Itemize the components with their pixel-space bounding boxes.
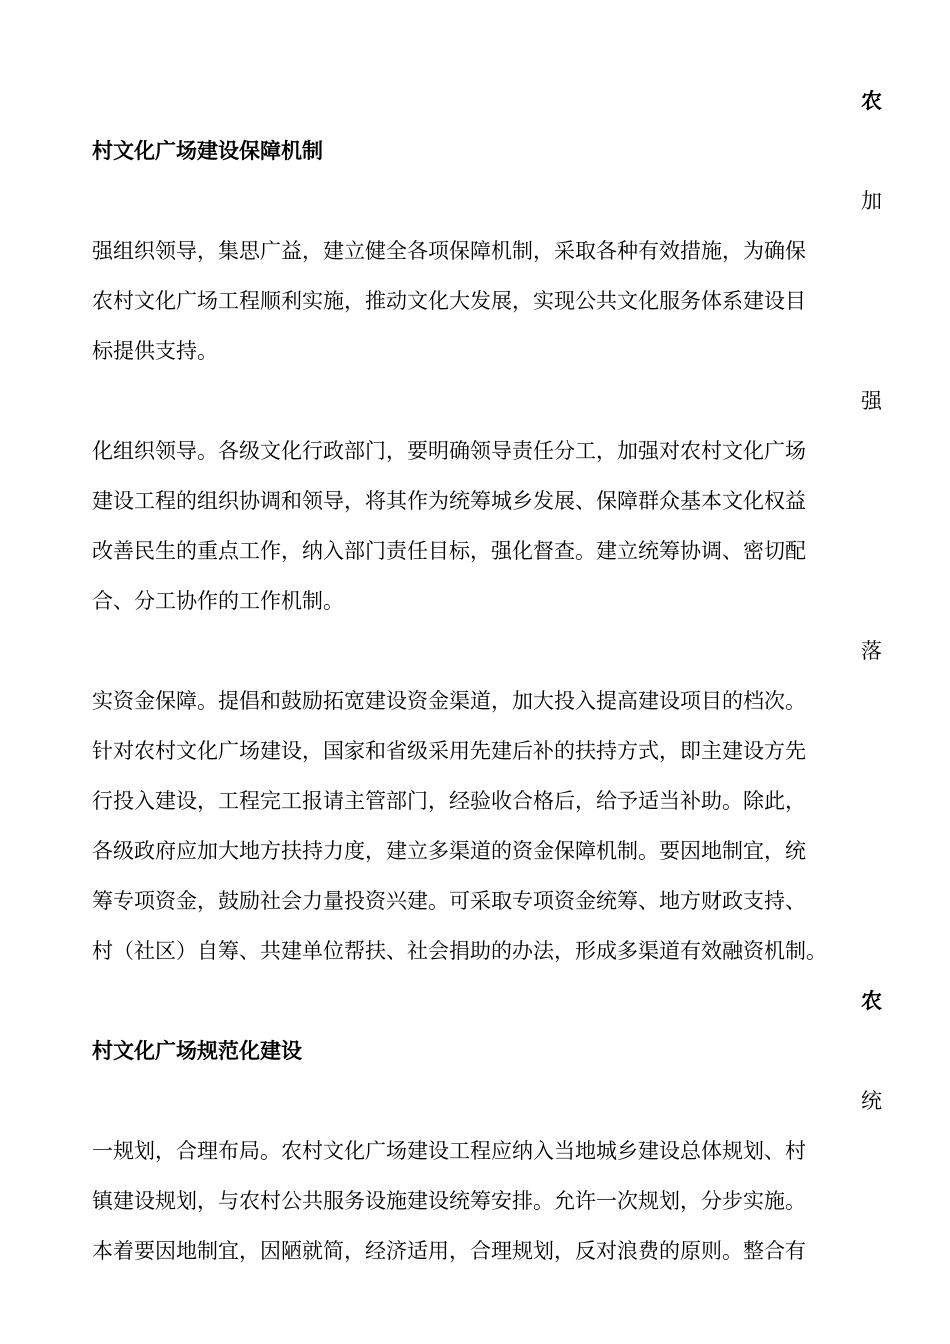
s2-p1-line: 本着要因地制宜，因陋就简，经济适用，合理规划，反对浪费的原则。整合有 (92, 1239, 806, 1263)
s1-p3-line: 实资金保障。提倡和鼓励拓宽建设资金渠道，加大投入提高建设项目的档次。 (92, 689, 806, 713)
document-page (92, 76, 882, 1276)
s2-p1-line: 镇建设规划，与农村公共服务设施建设统筹安排。允许一次规划，分步实施。 (92, 1189, 806, 1213)
s1-p3-line: 行投入建设，工程完工报请主管部门，经验收合格后，给予适当补助。除此， (92, 789, 806, 813)
s1-p1-line: 农村文化广场工程顺利实施，推动文化大发展，实现公共文化服务体系建设目 (92, 289, 806, 313)
s1-p2-line: 合、分工协作的工作机制。 (92, 589, 344, 613)
s1-p1-lead: 加 (861, 189, 882, 213)
s1-p1-line: 强组织领导，集思广益，建立健全各项保障机制，采取各种有效措施，为确保 (92, 239, 806, 263)
s1-p3-line: 各级政府应加大地方扶持力度，建立多渠道的资金保障机制。要因地制宜，统 (92, 839, 806, 863)
s2-p1-lead: 统 (861, 1089, 882, 1113)
section1-heading-lead: 农 (861, 88, 882, 113)
s1-p2-line: 改善民生的重点工作，纳入部门责任目标，强化督查。建立统筹协调、密切配 (92, 539, 806, 563)
section2-heading: 村文化广场规范化建设 (92, 1038, 302, 1063)
s1-p3-line: 筹专项资金，鼓励社会力量投资兴建。可采取专项资金统筹、地方财政支持、 (92, 889, 806, 913)
s1-p2-line: 建设工程的组织协调和领导，将其作为统筹城乡发展、保障群众基本文化权益 (92, 489, 806, 513)
s1-p2-line: 化组织领导。各级文化行政部门，要明确领导责任分工，加强对农村文化广场 (92, 439, 806, 463)
s1-p1-line: 标提供支持。 (92, 339, 218, 363)
s1-p3-lead: 落 (861, 639, 882, 663)
s1-p3-line: 针对农村文化广场建设，国家和省级采用先建后补的扶持方式，即主建设方先 (92, 739, 806, 763)
section2-heading-lead: 农 (861, 988, 882, 1013)
s1-p2-lead: 强 (861, 389, 882, 413)
s2-p1-line: 一规划，合理布局。农村文化广场建设工程应纳入当地城乡建设总体规划、村 (92, 1139, 806, 1163)
s1-p3-line: 村（社区）自筹、共建单位帮扶、社会捐助的办法，形成多渠道有效融资机制。 (92, 939, 827, 963)
section1-heading: 村文化广场建设保障机制 (92, 138, 323, 163)
